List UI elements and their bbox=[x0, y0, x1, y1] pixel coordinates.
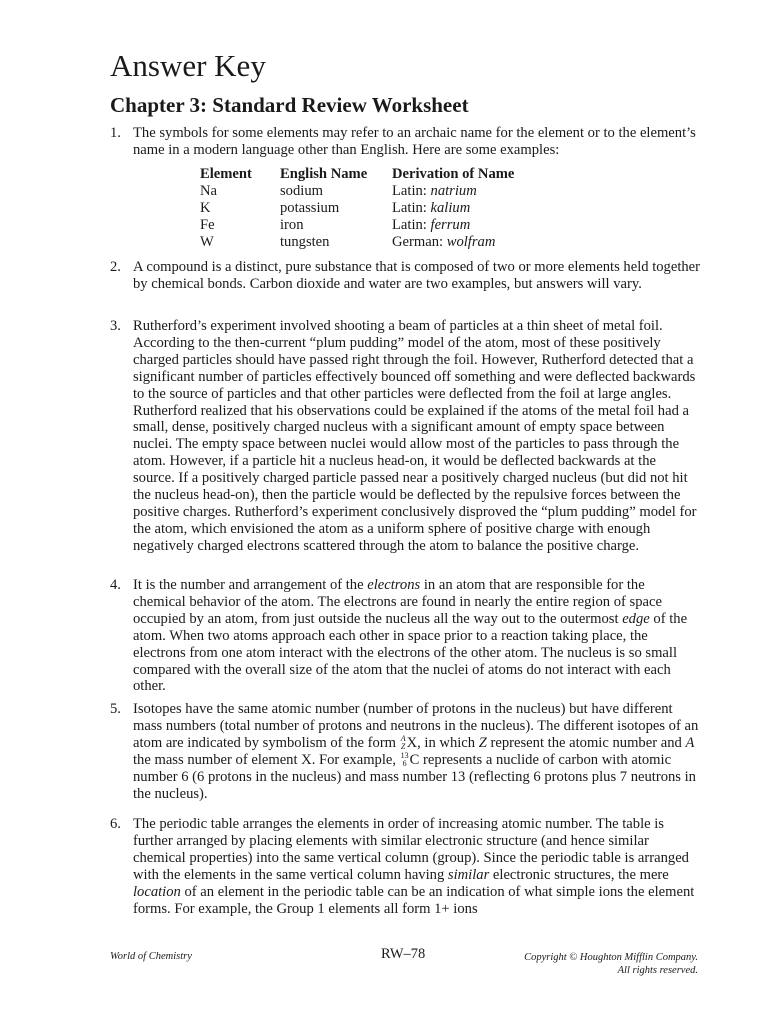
question-3 bbox=[110, 318, 700, 555]
english-name: sodium bbox=[280, 182, 323, 199]
footer-book-title: World of Chemistry bbox=[110, 951, 192, 962]
footer-page-number: RW–78 bbox=[381, 946, 426, 962]
table-row bbox=[200, 234, 514, 251]
element-symbol: Fe bbox=[200, 216, 215, 233]
column-header: English Name bbox=[280, 166, 368, 182]
column-header: Derivation of Name bbox=[392, 166, 515, 182]
derivation: Latin: natrium bbox=[392, 182, 477, 199]
page-title: Answer Key bbox=[110, 48, 266, 83]
question-number: 5. bbox=[110, 701, 121, 717]
question-text: The periodic table arranges the elements in order of increasing atomic number. The table is further arranged by placing elements with similar electronic structure (and hence similar chemical properties) into the same vertical column (group). Since the periodic table is arranged with the elements in the same vertical column having similar electronic structures, the mere location of an element in the periodic table can be an indication of what simple ions the element forms. For example, the Group 1 elements all form 1+ ions bbox=[133, 816, 695, 917]
table-row bbox=[200, 217, 514, 234]
question-text: A compound is a distinct, pure substance that is composed of two or more elements held together by chemical bonds. Carbon dioxide and water are two examples, but answers will vary. bbox=[133, 259, 701, 292]
question-number: 6. bbox=[110, 816, 121, 832]
english-name: potassium bbox=[280, 199, 340, 216]
footer-copyright: Copyright © Houghton Mifflin Company. All rights reserved. bbox=[524, 952, 698, 976]
question-number: 4. bbox=[110, 577, 121, 593]
isotope-notation: A Z bbox=[400, 733, 406, 751]
column-header: Element bbox=[200, 166, 252, 182]
element-derivation-table bbox=[200, 166, 514, 251]
question-text: It is the number and arrangement of the electrons in an atom that are responsible for the chemical behavior of the atom. The electrons are found in nearly the entire region of space occupied by an atom, from just outside the nucleus all the way out to the outermost edge of the atom. When two atoms approach each other in space prior to a reaction taking place, the electrons from one atom interact with the electrons of the other atom. The nucleus is so small compared with the overall size of the atom that the nuclei of atoms do not interact with each other. bbox=[133, 577, 688, 695]
question-6 bbox=[110, 816, 700, 917]
question-text: Rutherford’s experiment involved shooting a beam of particles at a thin sheet of metal foil. According to the then-current “plum pudding” model of the atom, most of these positively charged particles should have passed right through the foil. However, Rutherford detected that a significant number of particles effectively bounced off something and were deflected backwards to the source of particles and that other particles were deflected from the foil at large angles. Rutherford realized that his observations could be explained if the atoms of the metal foil had a small, dense, positively charged nucleus with a significant amount of empty space between nuclei. The empty space between nuclei would allow most of the particles to pass through the atom. However, if a particle hit a nucleus head-on, it would be deflected backwards at the source. If a positively charged particle passed near a positively charged nucleus (but did not hit the nucleus head-on), then the particle would be deflected by the repulsive forces between the positive charges. Rutherford’s experiment conclusively disproved the “plum pudding” model for the atom, which envisioned the atom as a uniform sphere of positive charge with enough negatively charged electrons scattered through the atom to balance the positive charge. bbox=[133, 318, 697, 554]
table-row bbox=[200, 200, 514, 217]
chapter-title: Chapter 3: Standard Review Worksheet bbox=[110, 93, 469, 117]
question-number: 1. bbox=[110, 125, 121, 141]
derivation: German: wolfram bbox=[392, 233, 496, 250]
question-1 bbox=[110, 125, 700, 159]
element-symbol: K bbox=[200, 199, 211, 216]
question-text: The symbols for some elements may refer to an archaic name for the element or to the element’s name in a modern language other than English. Here are some examples: bbox=[133, 125, 696, 158]
question-text: Isotopes have the same atomic number (number of protons in the nucleus) but have different mass numbers (total number of protons and neutrons in the nucleus). The different isotopes of an atom are indicated by symbolism of the form A Z X, in which Z represent the atomic number and A the mass number of element X. For example, 13 6 C represents a nuclide of carbon with atomic number 6 (6 protons in the nucleus) and mass number 13 (reflecting 6 protons plus 7 neutrons in the nucleus). bbox=[133, 701, 699, 802]
table-header-row bbox=[200, 166, 514, 183]
english-name: tungsten bbox=[280, 233, 330, 250]
question-4 bbox=[110, 577, 700, 695]
table-row bbox=[200, 183, 514, 200]
element-symbol: W bbox=[200, 233, 214, 250]
element-symbol: Na bbox=[200, 182, 218, 199]
question-number: 3. bbox=[110, 318, 121, 334]
question-5 bbox=[110, 701, 700, 802]
carbon-isotope-notation: 13 6 bbox=[400, 750, 409, 768]
question-2 bbox=[110, 259, 700, 293]
derivation: Latin: kalium bbox=[392, 199, 471, 216]
english-name: iron bbox=[280, 216, 304, 233]
question-number: 2. bbox=[110, 259, 121, 275]
derivation: Latin: ferrum bbox=[392, 216, 471, 233]
